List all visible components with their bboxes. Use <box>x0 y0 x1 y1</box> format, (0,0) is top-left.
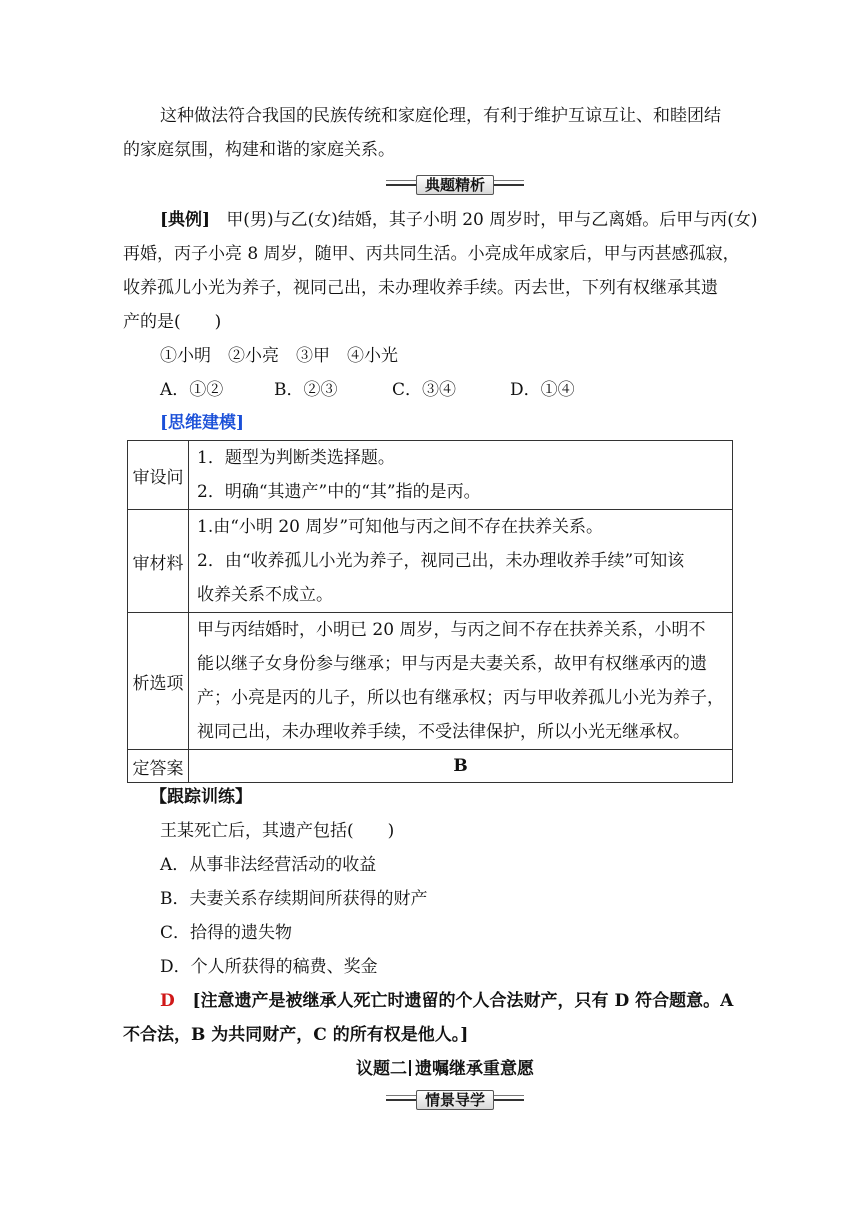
row-line: 甲与丙结婚时，小明已 20 周岁，与丙之间不存在扶养关系，小明不 <box>197 620 706 640</box>
row-body <box>189 613 733 750</box>
topic-heading <box>356 1052 534 1086</box>
training-option-a: A．从事非法经营活动的收益 <box>160 855 377 875</box>
training-answer-line <box>160 984 733 1018</box>
row-line: 产；小亮是丙的儿子，所以也有继承权；丙与甲收养孤儿小光为养子， <box>197 688 724 708</box>
table-row <box>128 750 733 783</box>
explanation-text-1: [注意遗产是被继承人死亡时遗留的个人合法财产，只有 D 符合题意。A <box>192 991 734 1011</box>
training-option-d: D．个人所获得的稿费、奖金 <box>160 957 378 977</box>
section-banner-example <box>386 175 524 195</box>
training-question: 王某死亡后，其遗产包括( ) <box>160 821 395 841</box>
topic-title: 遗嘱继承重意愿 <box>415 1059 534 1079</box>
example-option-d: D．①④ <box>510 380 575 400</box>
example-line-1 <box>160 203 758 237</box>
answer-letter: D <box>160 991 175 1011</box>
training-title: 【跟踪训练】 <box>150 787 252 807</box>
row-body <box>189 441 733 510</box>
row-body <box>189 510 733 613</box>
section-banner-scene <box>386 1090 524 1110</box>
intro-line-1: 这种做法符合我国的民族传统和家庭伦理，有利于维护互谅互让、和睦团结 <box>160 106 721 126</box>
table-row <box>128 613 733 750</box>
banner-rule-left <box>386 1099 416 1101</box>
row-head: 析选项 <box>128 613 189 750</box>
row-line: 2．明确“其遗产”中的“其”指的是丙。 <box>197 482 481 502</box>
topic-prefix: 议题二 <box>356 1059 407 1079</box>
table-row <box>128 441 733 510</box>
example-line-3: 收养孤儿小光为养子，视同己出，未办理收养手续。丙去世，下列有权继承其遗 <box>123 278 718 298</box>
banner-label: 情景导学 <box>416 1090 494 1110</box>
example-option-a: A．①② <box>160 380 224 400</box>
explanation-line-2: 不合法，B 为共同财产，C 的所有权是他人。] <box>123 1025 469 1045</box>
row-head: 审设问 <box>128 441 189 510</box>
example-option-c: C．③④ <box>392 380 457 400</box>
example-line-2: 再婚，丙子小亮 8 周岁，随甲、丙共同生活。小亮成年成家后，甲与丙甚感孤寂， <box>123 244 740 264</box>
intro-line-2: 的家庭氛围，构建和谐的家庭关系。 <box>123 140 395 160</box>
row-answer: B <box>189 750 733 783</box>
banner-rule-right <box>494 184 524 186</box>
example-line-4: 产的是( ) <box>123 312 222 332</box>
table-row <box>128 510 733 613</box>
row-line: 能以继子女身份参与继承；甲与丙是夫妻关系，故甲有权继承丙的遗 <box>197 654 707 674</box>
thinking-model-label: [思维建模] <box>160 413 245 433</box>
row-line: 1．题型为判断类选择题。 <box>197 448 395 468</box>
example-tag: [典例] <box>160 210 211 230</box>
banner-rule-right <box>494 1099 524 1101</box>
analysis-table <box>127 440 733 783</box>
row-line: 2．由“收养孤儿小光为养子，视同己出，未办理收养手续”可知该 <box>197 551 685 571</box>
row-line: 视同己出，未办理收养手续，不受法律保护，所以小光无继承权。 <box>197 722 690 742</box>
training-option-b: B．夫妻关系存续期间所获得的财产 <box>160 889 428 909</box>
topic-separator <box>409 1060 411 1076</box>
training-option-c: C．拾得的遗失物 <box>160 923 293 943</box>
banner-label: 典题精析 <box>416 175 494 195</box>
example-option-b: B．②③ <box>274 380 338 400</box>
example-items: ①小明 ②小亮 ③甲 ④小光 <box>160 346 398 366</box>
row-head: 定答案 <box>128 750 189 783</box>
row-head: 审材料 <box>128 510 189 613</box>
banner-rule-left <box>386 184 416 186</box>
row-line: 1.由“小明 20 周岁”可知他与丙之间不存在扶养关系。 <box>197 517 604 537</box>
row-line: 收养关系不成立。 <box>197 585 333 605</box>
example-text-1: 甲(男)与乙(女)结婚，其子小明 20 周岁时，甲与乙离婚。后甲与丙(女) <box>226 210 758 230</box>
